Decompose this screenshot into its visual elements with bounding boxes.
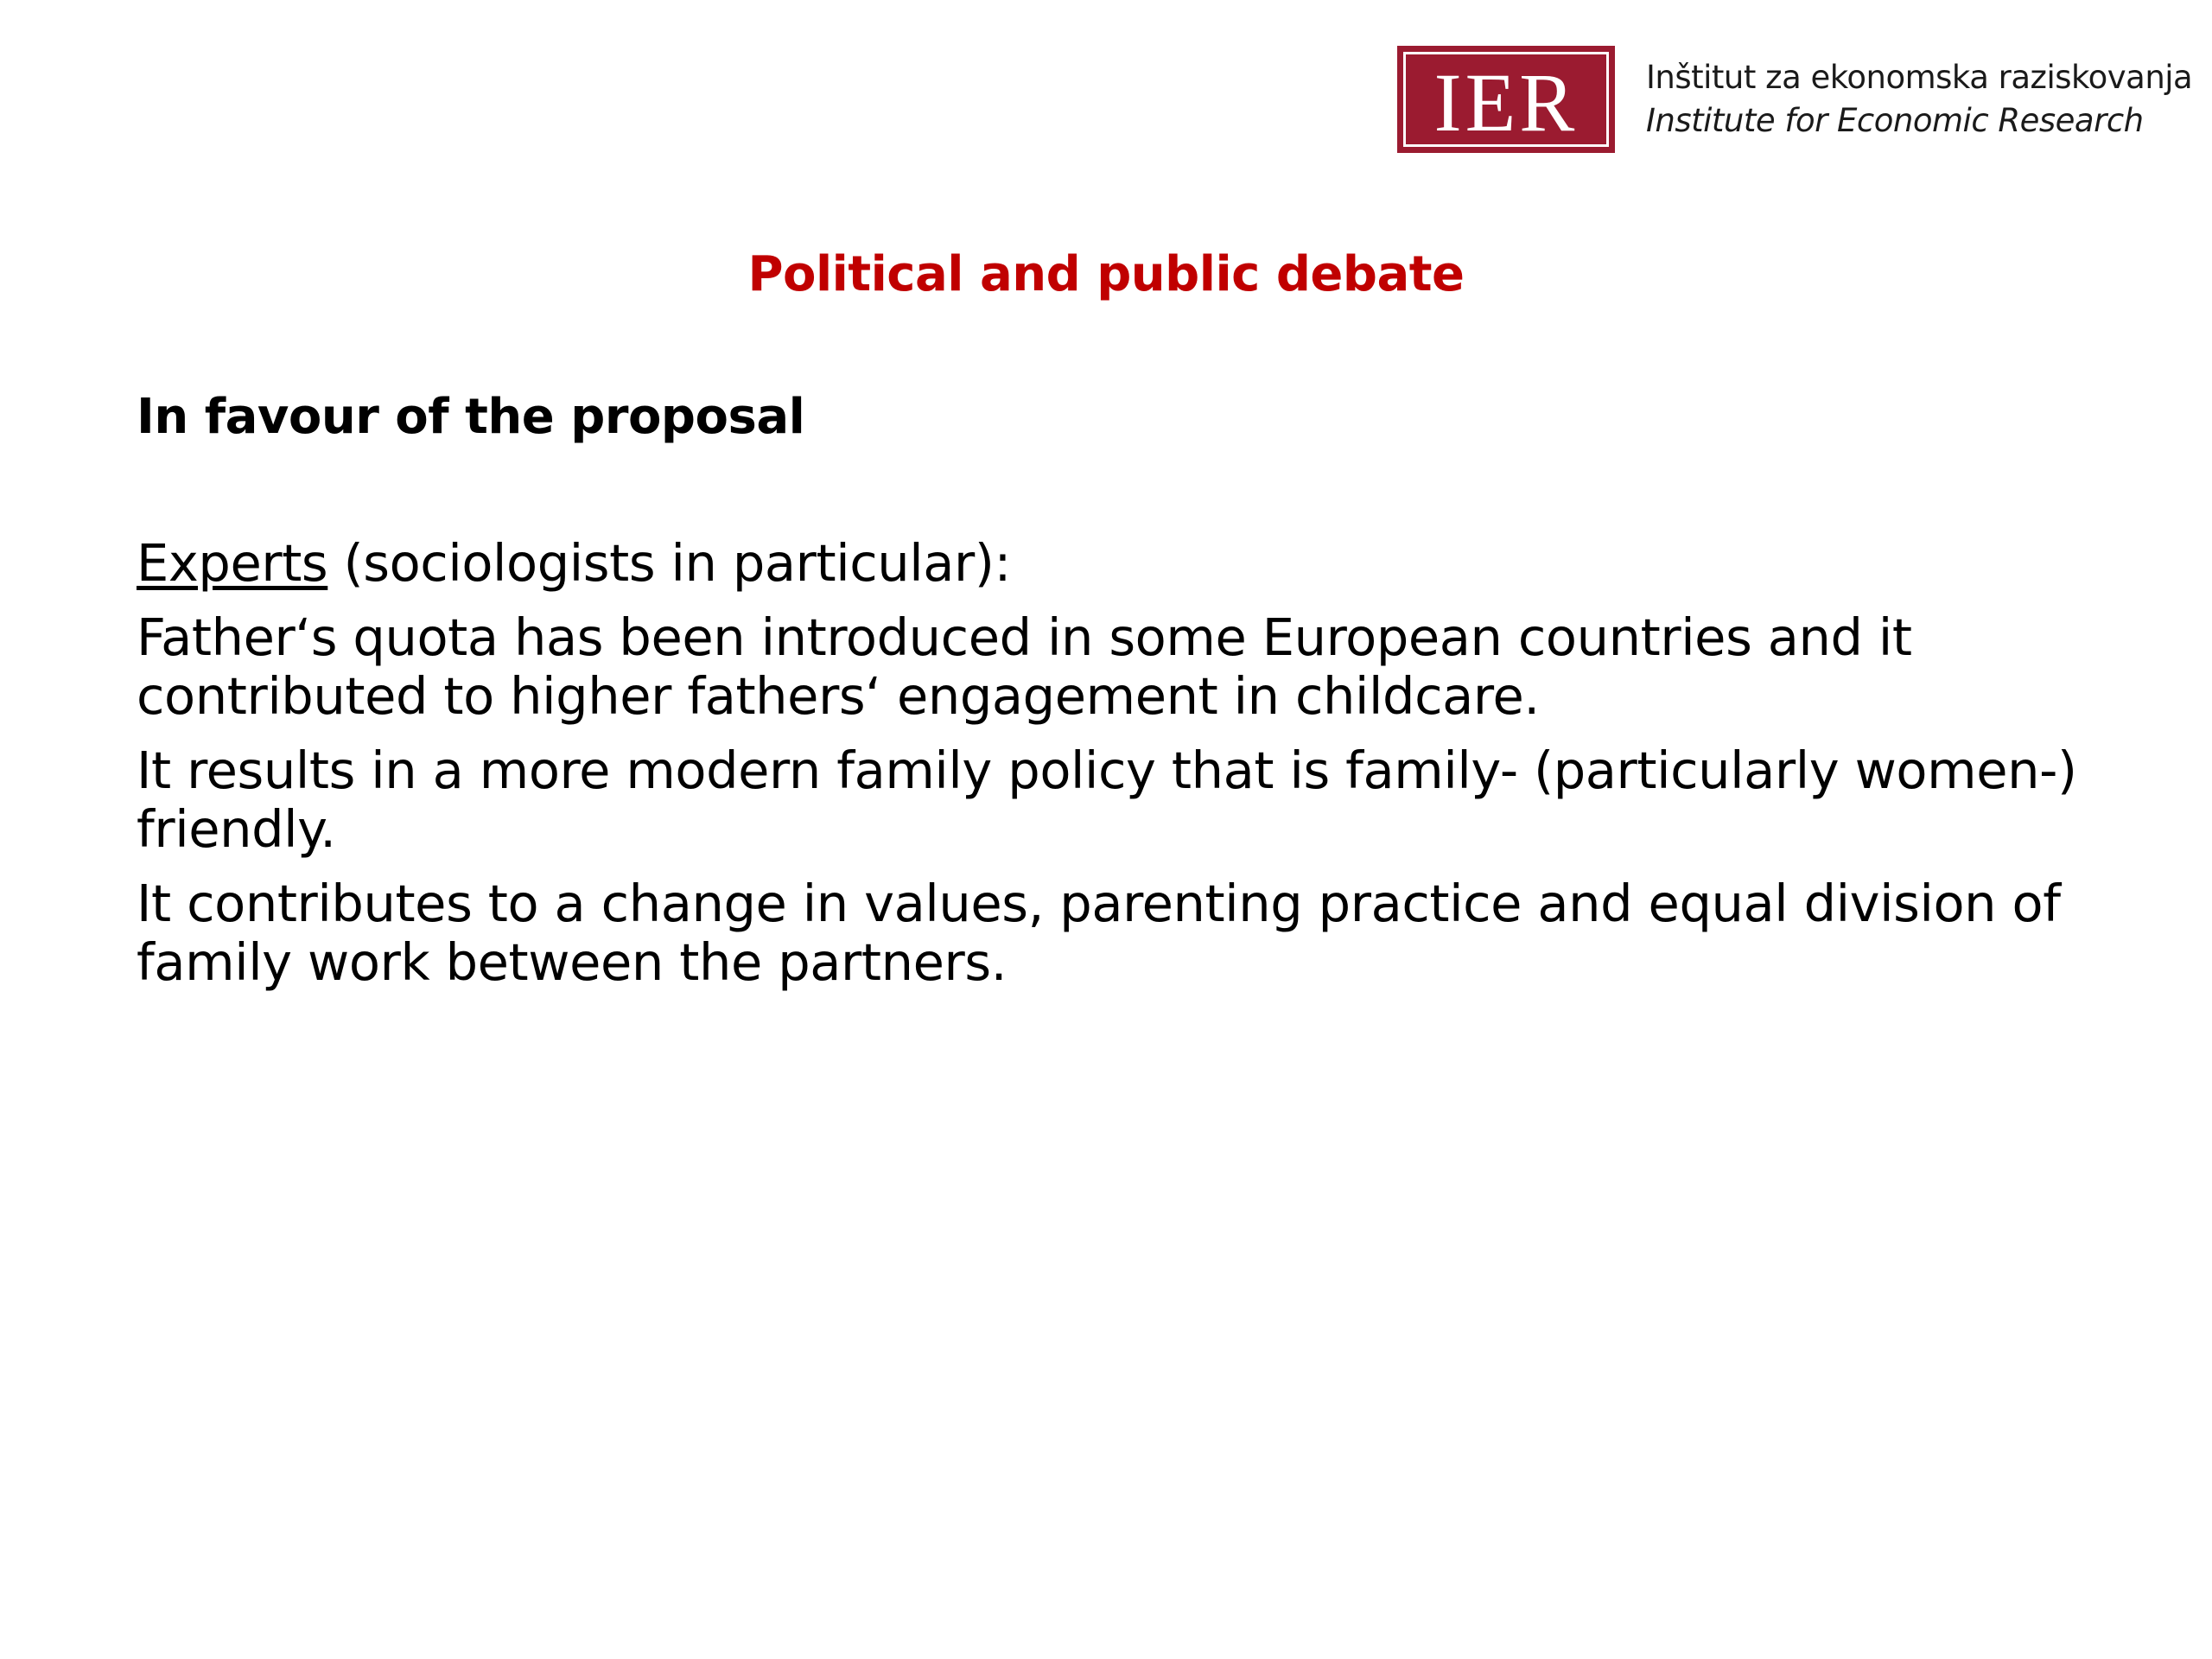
body-paragraph: It results in a more modern family policy that is family- (particularly women-) friendly. xyxy=(137,741,2077,859)
logo-mark-text: IER xyxy=(1433,56,1579,149)
experts-line xyxy=(137,534,2124,593)
ier-logo-mark xyxy=(1397,46,1615,153)
institute-name-slovene: Inštitut za ekonomska raziskovanja xyxy=(1646,59,2193,96)
institute-name-english: Institute for Economic Research xyxy=(1646,102,2144,139)
body-paragraph: Father‘s quota has been introduced in some European countries and it contributed to higher fathers‘ engagement in childcare. xyxy=(137,607,1912,726)
experts-label: Experts xyxy=(137,533,328,593)
institute-name xyxy=(1646,56,2192,143)
experts-suffix: (sociologists in particular): xyxy=(327,533,1011,593)
body-paragraph: It contributes to a change in values, parenting practice and equal division of family work between the partners. xyxy=(137,874,2061,992)
institute-logo xyxy=(1397,46,2192,153)
section-subheading: In favour of the proposal xyxy=(137,389,805,445)
slide-body xyxy=(137,534,2124,1007)
slide-title: Political and public debate xyxy=(747,246,1465,302)
